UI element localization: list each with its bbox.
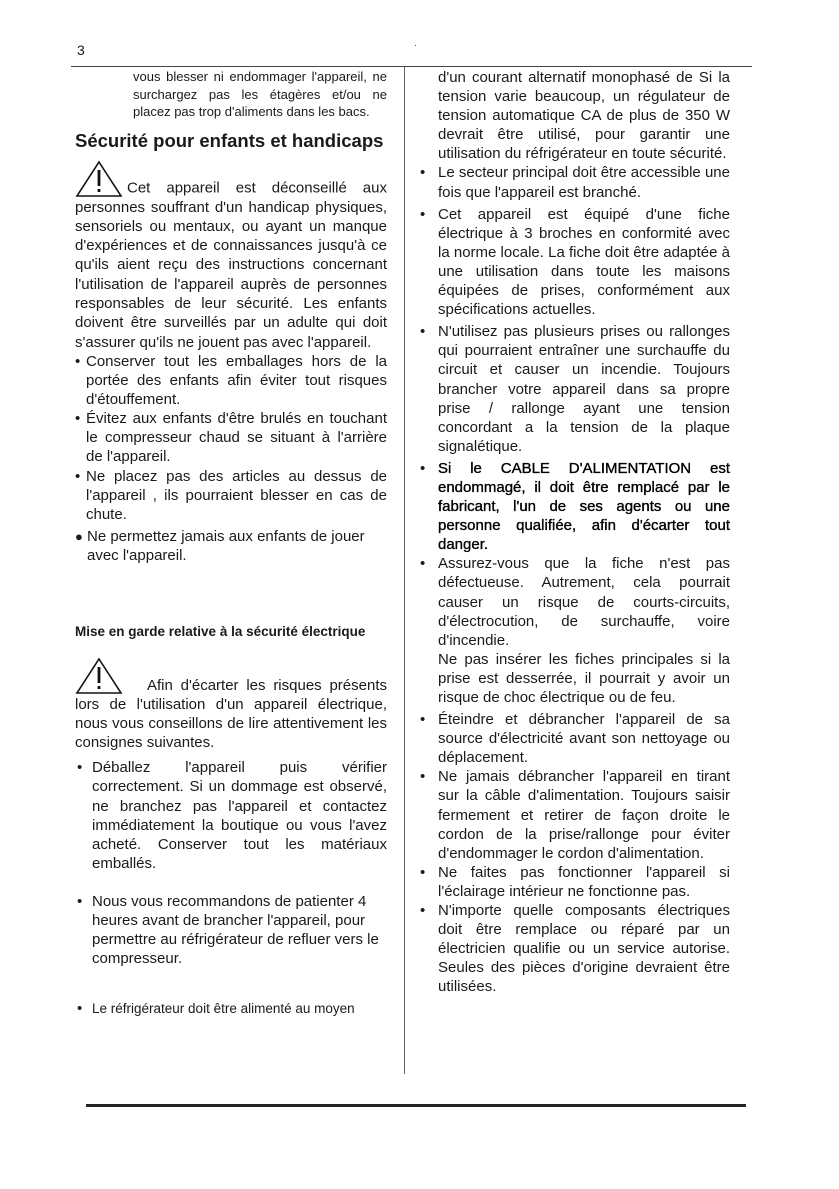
warning-triangle-icon	[75, 657, 123, 695]
list-item: • Conserver tout les emballages hors de la portée des enfants afin éviter tout risques d'étouffement.	[75, 352, 387, 409]
children-heading: Sécurité pour enfants et handicaps	[75, 129, 384, 151]
footer-rule	[86, 1104, 746, 1107]
children-paragraph	[75, 160, 387, 352]
list-item: • Assurez-vous que la fiche n'est pas défectueuse. Autrement, cela pourrait causer un risque de courts-circuits, d'électrocution, de surchauffe, voire d'incendie. Ne pas insérer les fiches principales si la prise est desserrée, il pourrait y avoir un risque de choc électrique ou de feu.	[420, 555, 730, 706]
continued-paragraph: d'un courant alternatif monophasé de Si la tension varie beaucoup, un régulateur de tension automatique CA de plus de 350 W devrait être utilisé, pour garantir une utilisation du réfrigérateur en toute sécurité.	[438, 69, 730, 163]
list-item: • Cet appareil est équipé d'une fiche électrique à 3 broches en conformité avec la norme locale. La fiche doit être adaptée à une utilisation dans toute les maisons équipées de prises, conformément aux spécifications actuelles.	[420, 205, 730, 319]
electric-paragraph	[75, 657, 387, 752]
list-item: • Déballez l'appareil puis vérifier correctement. Si un dommage est observé, ne branchez pas l'appareil et contactez immédiatement la boutique ou vous l'avez acheté. Conserver tout les matériaux emballés.	[77, 759, 387, 872]
list-item: • Ne placez pas des articles au dessus de l'appareil , ils pourraient blesser en cas de chute.	[75, 467, 387, 523]
right-column	[420, 68, 730, 997]
list-item: • Ne jamais débrancher l'appareil en tirant sur la câble d'alimentation. Toujours saisir fermement et retirer de façon droite le cordon de la prise/rallonge pour éviter d'endommager le cordon d'alimentation.	[420, 768, 730, 862]
left-column	[75, 68, 387, 1018]
power-cable-warning: Si le CABLE D'ALIMENTATION est endommagé, il doit être remplacé par le fabricant, l'un de ses agents ou une personne qualifiée, afin d'écarter tout danger.	[438, 459, 730, 554]
list-item: • Le réfrigérateur doit être alimenté au moyen	[77, 1000, 355, 1018]
header-mark: .	[414, 38, 417, 49]
list-item: • N'utilisez pas plusieurs prises ou rallonges qui pourraient entraîner une surchauffe du circuit et causer un incendie. Toujours brancher votre appareil dans sa propre prise / rallonge ayant une tension concordant a la tension de la plaque signalétique.	[420, 323, 730, 455]
header-rule	[71, 66, 752, 67]
electric-heading: Mise en garde relative à la sécurité électrique	[75, 624, 366, 639]
electric-paragraph-text: Afin d'écarter les risques présents lors de l'utilisation d'un appareil électrique, nous vous conseillons de lire attentivement les consignes suivantes.	[75, 677, 387, 752]
page-number: 3	[77, 42, 85, 58]
intro-text: vous blesser ni endommager l'appareil, ne surchargez pas les étagères et/ou ne placez pas trop d'aliments dans les bacs.	[133, 69, 387, 119]
list-item: • Nous vous recommandons de patienter 4 heures avant de brancher l'appareil, pour permettre au réfrigérateur de refluer vers le compresseur.	[77, 892, 379, 968]
column-divider	[404, 67, 405, 1074]
list-item: • Éteindre et débrancher l'appareil de sa source d'électricité avant son nettoyage ou déplacement.	[420, 711, 730, 767]
list-item: ● Ne permettez jamais aux enfants de jouer avec l'appareil.	[75, 527, 365, 564]
list-item: • Ne faites pas fonctionner l'appareil si l'éclairage intérieur ne fonctionne pas.	[420, 863, 730, 900]
children-paragraph-text: Cet appareil est déconseillé aux personnes souffrant d'un handicap physiques, sensoriels ou mentaux, ou ayant un manque d'expériences et de connaissances jusqu'à ce qu'ils aient reçu des instructions concernant l'utilisation de l'appareil auprès de personnes responsables de leur sécurité. Les enfants doivent être surveillés par un adulte qui doit s'assurer qu'ils ne jouent pas avec l'appareil.	[75, 179, 387, 351]
list-item: • N'importe quelle composants électriques doit être remplace ou réparé par un électricien qualifie ou un service autorise. Seules des pièces d'origine devraient être utilisées.	[420, 902, 730, 996]
list-item: • Le secteur principal doit être accessible une fois que l'appareil est branché.	[420, 164, 730, 201]
list-item: • Évitez aux enfants d'être brulés en touchant le compresseur chaud se situant à l'arrière de l'appareil.	[75, 410, 387, 466]
list-item: • Si le CABLE D'ALIMENTATION est endommagé, il doit être remplacé par le fabricant, l'un de ses agents ou une personne qualifiée, afin d'écarter tout danger.	[420, 459, 730, 554]
warning-triangle-icon	[75, 160, 123, 198]
